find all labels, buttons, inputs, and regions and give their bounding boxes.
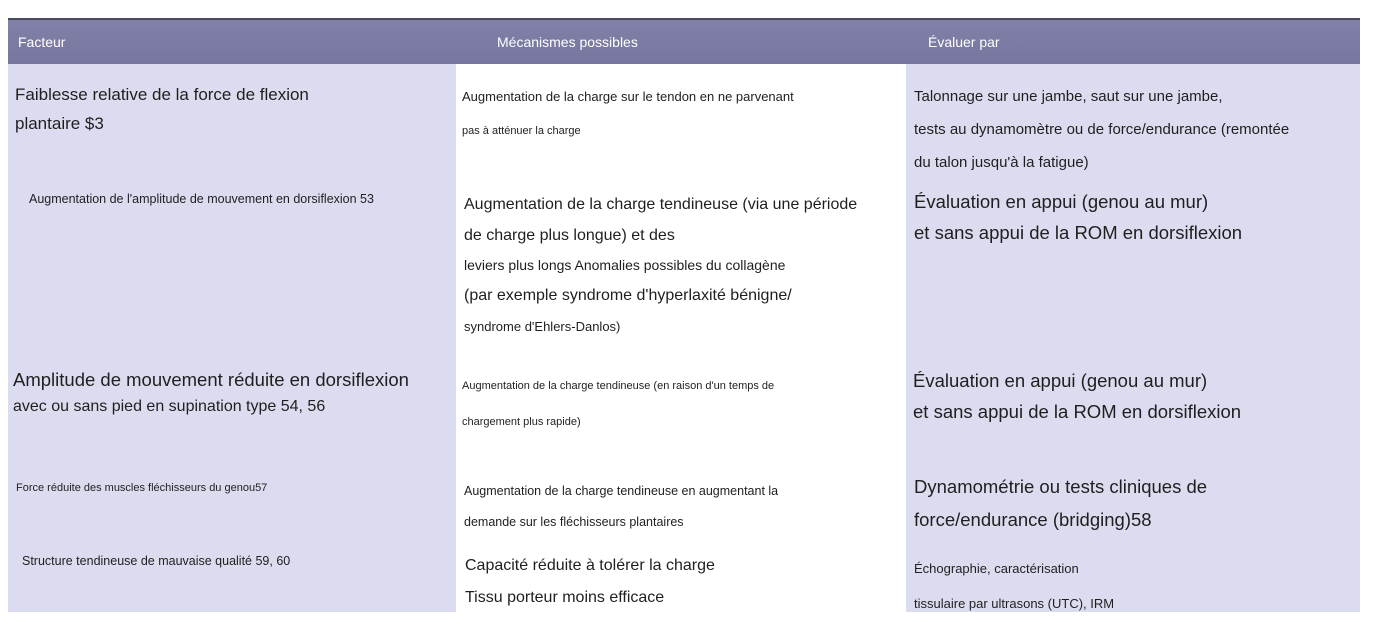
row-3-factor-line-2: avec ou sans pied en supination type 54, 56	[13, 398, 326, 415]
row-2-mechanisms-line-3: leviers plus longs Anomalies possibles du collagène	[464, 257, 786, 273]
row-3-factor-line-1: Amplitude de mouvement réduite en dorsiflexion	[13, 369, 409, 390]
row-3-evaluate	[913, 365, 1241, 427]
row-4-mechanisms-line-2: demande sur les fléchisseurs plantaires	[464, 515, 684, 529]
row-2-mechanisms-line-2: de charge plus longue) et des	[464, 227, 675, 244]
row-5-evaluate-line-1: Échographie, caractérisation	[914, 561, 1079, 576]
factor-column	[8, 64, 456, 612]
row-3-mechanisms-line-2: chargement plus rapide)	[462, 416, 581, 428]
row-1-evaluate-line-3: du talon jusqu'à la fatigue)	[914, 154, 1089, 171]
table-header	[8, 20, 1360, 65]
row-5-factor-line-1: Structure tendineuse de mauvaise qualité 59, 60	[22, 554, 291, 568]
row-1-evaluate	[914, 80, 1289, 179]
row-2-mechanisms	[464, 189, 857, 342]
row-5-evaluate	[914, 551, 1114, 621]
row-2-mechanisms-line-5: syndrome d'Ehlers-Danlos)	[464, 319, 621, 334]
row-1-evaluate-line-2: tests au dynamomètre ou de force/endurance (remontée	[914, 121, 1290, 138]
row-5-mechanisms-line-2: Tissu porteur moins efficace	[465, 589, 665, 606]
row-4-mechanisms	[464, 476, 778, 538]
row-5-evaluate-line-2: tissulaire par ultrasons (UTC), IRM	[914, 596, 1115, 611]
row-3-evaluate-line-2: et sans appui de la ROM en dorsiflexion	[913, 401, 1242, 422]
row-3-evaluate-line-1: Évaluation en appui (genou au mur)	[913, 370, 1208, 391]
header-mechanisms: Mécanismes possibles	[497, 34, 638, 50]
row-2-evaluate-line-1: Évaluation en appui (genou au mur)	[914, 191, 1209, 212]
row-5-mechanisms-line-1: Capacité réduite à tolérer la charge	[465, 557, 715, 574]
row-3-mechanisms-line-1: Augmentation de la charge tendineuse (en raison d'un temps de	[462, 380, 775, 392]
row-4-factor-line-1: Force réduite des muscles fléchisseurs du genou57	[16, 482, 268, 494]
row-2-mechanisms-line-1: Augmentation de la charge tendineuse (via une période	[464, 196, 858, 213]
factors-table	[8, 18, 1360, 612]
row-1-evaluate-line-1: Talonnage sur une jambe, saut sur une jambe,	[914, 88, 1223, 105]
row-2-factor-line-1: Augmentation de l'amplitude de mouvement en dorsiflexion 53	[29, 192, 374, 206]
row-2-factor	[29, 190, 374, 208]
row-4-factor	[16, 480, 267, 496]
row-2-mechanisms-line-4: (par exemple syndrome d'hyperlaxité bénigne/	[464, 287, 792, 304]
header-evaluate: Évaluer par	[928, 34, 1000, 50]
row-3-mechanisms	[462, 368, 774, 440]
header-factor: Facteur	[18, 34, 66, 50]
row-1-mechanisms	[462, 80, 794, 148]
row-3-factor	[13, 364, 409, 419]
row-4-evaluate	[914, 470, 1207, 536]
row-2-evaluate-line-2: et sans appui de la ROM en dorsiflexion	[914, 222, 1243, 243]
row-1-mechanisms-line-1: Augmentation de la charge sur le tendon en ne parvenant	[462, 89, 794, 104]
row-2-evaluate	[914, 186, 1242, 248]
row-4-evaluate-line-1: Dynamométrie ou tests cliniques de	[914, 476, 1208, 497]
row-5-mechanisms	[465, 550, 715, 614]
row-1-factor	[15, 80, 309, 138]
row-1-factor-line-1: Faiblesse relative de la force de flexion	[15, 85, 309, 104]
row-1-factor-line-2: plantaire $3	[15, 114, 104, 133]
row-4-mechanisms-line-1: Augmentation de la charge tendineuse en augmentant la	[464, 484, 779, 498]
row-5-factor	[22, 552, 290, 570]
row-4-evaluate-line-2: force/endurance (bridging)58	[914, 509, 1152, 530]
row-1-mechanisms-line-2: pas à atténuer la charge	[462, 125, 581, 137]
